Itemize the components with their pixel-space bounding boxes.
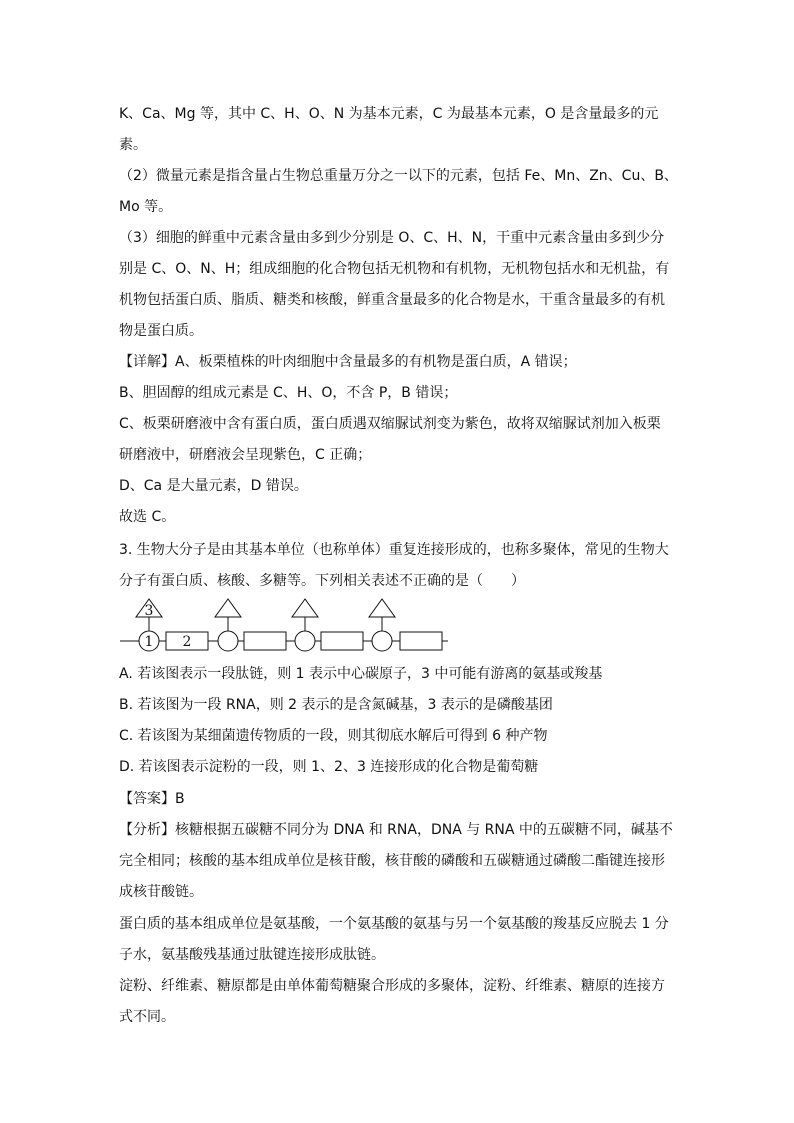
text-line: 物是蛋白质。 bbox=[119, 323, 203, 339]
unit-rect bbox=[400, 632, 442, 650]
question-stem: 3. 生物大分子是由其基本单位（也称单体）重复连接形成的，也称多聚体，常见的生物大 bbox=[119, 542, 669, 558]
text-line: 成核苷酸链。 bbox=[119, 884, 203, 900]
text-line: 子水，氨基酸残基通过肽键连接形成肽链。 bbox=[119, 947, 385, 963]
text-line: 研磨液中，研磨液会呈现紫色，C 正确； bbox=[119, 447, 372, 463]
label-1: 1 bbox=[144, 634, 154, 650]
text-line: 机物包括蛋白质、脂质、糖类和核酸，鲜重含量最多的化合物是水，干重含量最多的有机 bbox=[119, 292, 665, 308]
text-line: D、Ca 是大量元素，D 错误。 bbox=[119, 478, 308, 494]
unit-triangle bbox=[369, 599, 395, 617]
text-line: 素。 bbox=[119, 137, 147, 153]
unit-triangle bbox=[292, 599, 318, 617]
unit-rect bbox=[244, 632, 286, 650]
text-line: B、胆固醇的组成元素是 C、H、O，不含 P，B 错误； bbox=[119, 385, 458, 401]
answer-line: 【答案】B bbox=[119, 791, 185, 807]
polymer-chain-diagram bbox=[118, 596, 448, 654]
option-a: A. 若该图表示一段肽链，则 1 表示中心碳原子，3 中可能有游离的氨基或羧基 bbox=[119, 666, 603, 682]
text-line: 式不同。 bbox=[119, 1009, 175, 1025]
section-heading: 【详解】A、板栗植株的叶肉细胞中含量最多的有机物是蛋白质，A 错误； bbox=[119, 354, 577, 370]
unit-rect bbox=[321, 632, 363, 650]
text-line: 完全相同；核酸的基本组成单位是核苷酸，核苷酸的磷酸和五碳糖通过磷酸二酯键连接形 bbox=[119, 853, 665, 869]
text-line: 蛋白质的基本组成单位是氨基酸，一个氨基酸的氨基与另一个氨基酸的羧基反应脱去 1 分 bbox=[119, 916, 669, 932]
label-3: 3 bbox=[144, 603, 154, 619]
text-line: （2）微量元素是指含量占生物总重量万分之一以下的元素，包括 Fe、Mn、Zn、Cu、B、 bbox=[119, 168, 678, 184]
question-stem: 分子有蛋白质、核酸、多糖等。下列相关表述不正确的是（ ） bbox=[119, 573, 525, 589]
unit-circle bbox=[218, 631, 238, 651]
option-c: C. 若该图为某细菌遗传物质的一段，则其彻底水解后可得到 6 种产物 bbox=[119, 728, 548, 744]
section-heading: 【分析】核糖根据五碳糖不同分为 DNA 和 RNA，DNA 与 RNA 中的五碳糖不同，碱基不 bbox=[119, 822, 673, 838]
option-b: B. 若该图为一段 RNA，则 2 表示的是含氮碱基，3 表示的是磷酸基团 bbox=[119, 697, 553, 713]
unit-triangle bbox=[215, 599, 241, 617]
option-d: D. 若该图表示淀粉的一段，则 1、2、3 连接形成的化合物是葡萄糖 bbox=[119, 759, 539, 775]
text-line: Mo 等。 bbox=[119, 199, 173, 215]
unit-circle bbox=[295, 631, 315, 651]
text-line: K、Ca、Mg 等，其中 C、H、O、N 为基本元素，C 为最基本元素，O 是含量最多的元 bbox=[119, 106, 659, 122]
text-line: 故选 C。 bbox=[119, 509, 176, 525]
unit-circle bbox=[372, 631, 392, 651]
label-2: 2 bbox=[182, 634, 192, 650]
text-line: 别是 C、O、N、H；组成细胞的化合物包括无机物和有机物，无机物包括水和无机盐，有 bbox=[119, 261, 670, 277]
text-line: 淀粉、纤维素、糖原都是由单体葡萄糖聚合形成的多聚体，淀粉、纤维素、糖原的连接方 bbox=[119, 978, 665, 994]
text-line: （3）细胞的鲜重中元素含量由多到少分别是 O、C、H、N，干重中元素含量由多到少分 bbox=[119, 230, 665, 246]
text-line: C、板栗研磨液中含有蛋白质，蛋白质遇双缩脲试剂变为紫色，故将双缩脲试剂加入板栗 bbox=[119, 416, 661, 432]
